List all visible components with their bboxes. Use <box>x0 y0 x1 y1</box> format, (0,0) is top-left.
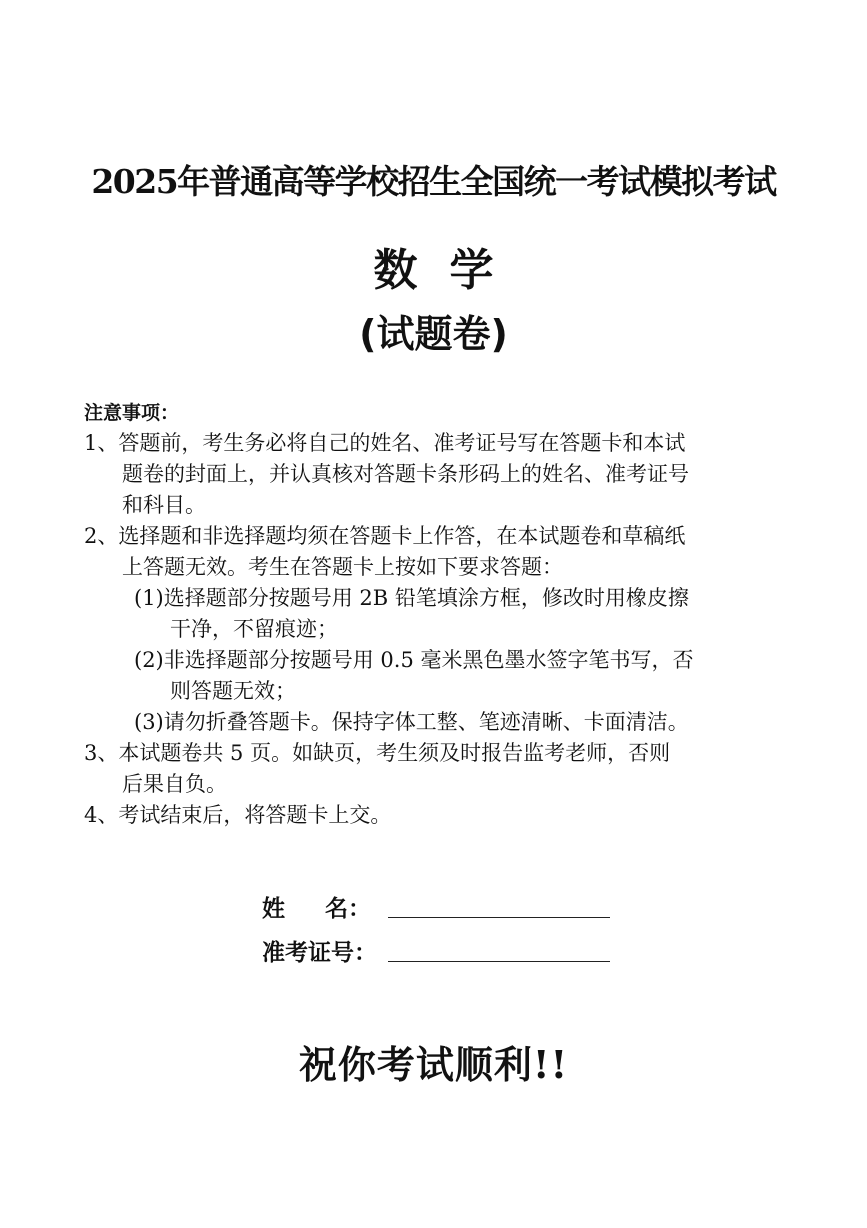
notice-subitem-text: (3)请勿折叠答题卡。保持字体工整、笔迹清晰、卡面清洁。 <box>134 710 689 734</box>
candidate-id-row <box>262 934 377 967</box>
notice-heading: 注意事项： <box>84 402 180 424</box>
notice-item-text: 题卷的封面上，并认真核对答题卡条形码上的姓名、准考证号 <box>122 462 689 486</box>
notice-subitem-1 <box>84 583 774 645</box>
notice-item-1 <box>84 428 774 521</box>
notice-item-text: 3、本试题卷共 5 页。如缺页，考生须及时报告监考老师，否则 <box>84 741 671 765</box>
notice-item-text: 2、选择题和非选择题均须在答题卡上作答，在本试题卷和草稿纸 <box>84 524 686 548</box>
notice-item-2 <box>84 521 774 738</box>
notice-section <box>84 398 774 831</box>
candidate-id-label: 准考证号： <box>262 940 377 966</box>
notice-subitem-text: (2)非选择题部分按题号用 0.5 毫米黑色墨水签字笔书写，否 <box>134 648 694 672</box>
notice-item-text: 4、考试结束后，将答题卡上交。 <box>84 803 392 827</box>
notice-item-3 <box>84 738 774 800</box>
notice-subitem-text: 干净，不留痕迹； <box>170 617 338 641</box>
paper-type: (试题卷) <box>359 312 508 356</box>
blessing-text: 祝你考试顺利!! <box>298 1042 569 1087</box>
notice-item-text: 和科目。 <box>122 493 206 517</box>
notice-subitem-2 <box>84 645 774 707</box>
notice-item-4 <box>84 800 774 831</box>
candidate-name-row <box>262 890 371 923</box>
candidate-name-label: 姓 名： <box>262 896 372 922</box>
candidate-id-blank[interactable] <box>388 961 610 962</box>
exam-title: 2025年普通高等学校招生全国统一考试模拟考试 <box>91 162 776 201</box>
notice-subitem-text: (1)选择题部分按题号用 2B 铅笔填涂方框，修改时用橡皮擦 <box>134 586 689 610</box>
notice-subitem-text: 则答题无效； <box>170 679 296 703</box>
notice-item-text: 后果自负。 <box>122 772 227 796</box>
notice-item-text: 1、答题前，考生务必将自己的姓名、准考证号写在答题卡和本试 <box>84 431 686 455</box>
candidate-name-blank[interactable] <box>388 917 610 918</box>
subject-title: 数学 <box>373 245 526 296</box>
notice-subitem-3 <box>84 707 774 738</box>
notice-item-text: 上答题无效。考生在答题卡上按如下要求答题： <box>122 555 563 579</box>
